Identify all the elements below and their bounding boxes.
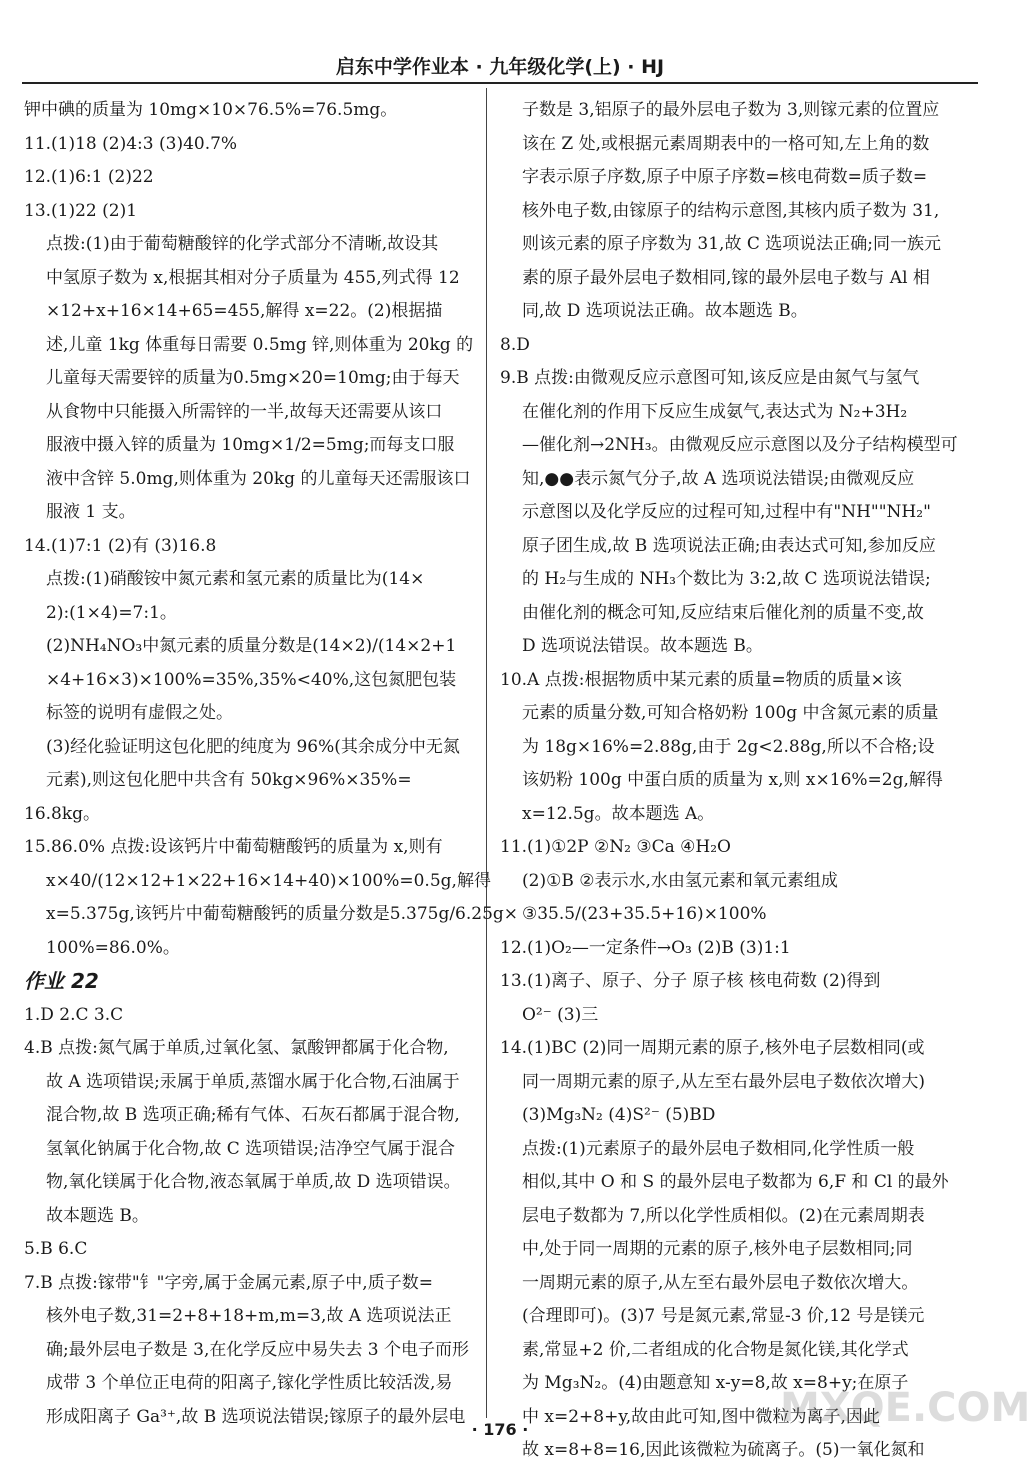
text-line: (3)Mg₃N₂ (4)S²⁻ (5)BD [522, 1105, 716, 1125]
text-line: 点拨:(1)硝酸铵中氮元素和氢元素的质量比为(14× [46, 569, 425, 589]
text-line: 该奶粉 100g 中蛋白质的质量为 x,则 x×16%=2g,解得 [522, 770, 943, 790]
text-line: 故 x=8+8=16,因此该微粒为硫离子。(5)一氧化氮和 [522, 1440, 925, 1460]
text-line: 为 Mg₃N₂。(4)由题意知 x-y=8,故 x=8+y;在原子 [522, 1373, 909, 1393]
text-line: 在催化剂的作用下反应生成氨气,表达式为 N₂+3H₂ [522, 401, 908, 422]
text-line: 素,常显+2 价,二者组成的化合物是氮化镁,其化学式 [522, 1339, 909, 1360]
text-line: 中,处于同一周期的元素的原子,核外电子层数相同;同 [522, 1239, 913, 1259]
text-line: 14.(1)BC (2)同一周期元素的原子,核外电子层数相同(或 [500, 1038, 925, 1058]
text-line: 元素),则这包化肥中共含有 50kg×96%×35%= [46, 770, 412, 790]
text-line: 从食物中只能摄入所需锌的一半,故每天还需要从该口 [46, 401, 443, 422]
text-line: 10.A 点拨:根据物质中某元素的质量=物质的质量×该 [500, 669, 902, 690]
text-line: 12.(1)6:1 (2)22 [24, 167, 154, 187]
text-line: (合理即可)。(3)7 号是氮元素,常显-3 价,12 号是镁元 [522, 1306, 925, 1326]
text-line: 一周期元素的原子,从左至右最外层电子数依次增大。 [522, 1272, 919, 1293]
text-line: D 选项说法错误。故本题选 B。 [522, 636, 763, 656]
watermark-logo: MXQE.COM [780, 1385, 1030, 1431]
text-line: 示意图以及化学反应的过程可知,过程中有"NH""NH₂" [522, 502, 931, 522]
text-line: 确;最外层电子数是 3,在化学反应中易失去 3 个电子而形 [46, 1339, 469, 1360]
text-line: 1.D 2.C 3.C [24, 1004, 124, 1025]
text-line: 13.(1)离子、原子、分子 原子核 核电荷数 (2)得到 [500, 971, 881, 991]
text-line: 点拨:(1)由于葡萄糖酸锌的化学式部分不清晰,故设其 [46, 234, 439, 254]
text-line: 点拨:(1)元素原子的最外层电子数相同,化学性质一般 [522, 1138, 915, 1159]
text-line: 故 A 选项错误;汞属于单质,蒸馏水属于化合物,石油属于 [46, 1071, 460, 1092]
text-line: 13.(1)22 (2)1 [24, 200, 138, 221]
text-line: 故本题选 B。 [46, 1205, 149, 1226]
text-line: 12.(1)O₂—一定条件→O₃ (2)B (3)1:1 [500, 937, 791, 958]
text-line: 100%=86.0%。 [46, 937, 180, 958]
text-line: 则该元素的原子序数为 31,故 C 选项说法正确;同一族元 [522, 234, 941, 254]
text-line: 的 H₂与生成的 NH₃个数比为 3:2,故 C 选项说法错误; [522, 569, 931, 589]
page-number: · 176 · [471, 1420, 529, 1439]
text-line: 氢氧化钠属于化合物,故 C 选项错误;洁净空气属于混合 [46, 1138, 455, 1159]
text-line: 混合物,故 B 选项正确;稀有气体、石灰石都属于混合物, [46, 1105, 460, 1125]
text-line: (2)NH₄NO₃中氮元素的质量分数是(14×2)/(14×2+1 [46, 636, 457, 656]
text-line: 儿童每天需要锌的质量为0.5mg×20=10mg;由于每天 [46, 368, 460, 388]
text-line: 知,●●表示氮气分子,故 A 选项说法错误;由微观反应 [522, 468, 915, 489]
text-line: 述,儿童 1kg 体重每日需要 0.5mg 锌,则体重为 20kg 的 [46, 334, 474, 355]
text-line: 标签的说明有虚假之处。 [46, 703, 233, 723]
right-column [500, 94, 976, 1468]
text-line: (2)①B ②表示水,水由氢元素和氧元素组成 [522, 870, 838, 891]
text-line: O²⁻ (3)三 [522, 1004, 599, 1025]
text-line: 2):(1×4)=7:1。 [46, 602, 177, 623]
header-rule [22, 82, 978, 84]
text-line: 15.86.0% 点拨:设该钙片中葡萄糖酸钙的质量为 x,则有 [24, 837, 443, 857]
text-line: 5.B 6.C [24, 1239, 88, 1259]
text-line: x=12.5g。故本题选 A。 [522, 803, 715, 824]
text-line: 中氢原子数为 x,根据其相对分子质量为 455,列式得 12 [46, 267, 460, 288]
text-line: 4.B 点拨:氮气属于单质,过氧化氢、氯酸钾都属于化合物, [24, 1038, 449, 1058]
page-header: 启东中学作业本 · 九年级化学(上) · HJ [335, 56, 665, 78]
text-line: (3)经化验证明这包化肥的纯度为 96%(其余成分中无氮 [46, 736, 460, 757]
text-line: 作业 22 [24, 969, 99, 993]
text-line: 核外电子数,由镓原子的结构示意图,其核内质子数为 31, [522, 200, 940, 221]
text-line: 同一周期元素的原子,从左至右最外层电子数依次增大) [522, 1071, 926, 1092]
text-line: 为 18g×16%=2.88g,由于 2g<2.88g,所以不合格;设 [522, 736, 935, 757]
text-line: 同,故 D 选项说法正确。故本题选 B。 [522, 301, 808, 321]
text-line: 相似,其中 O 和 S 的最外层电子数都为 6,F 和 Cl 的最外 [522, 1172, 949, 1192]
text-line: ×4+16×3)×100%=35%,35%<40%,这包氮肥包装 [46, 669, 457, 690]
text-line: ③35.5/(23+35.5+16)×100% [522, 904, 767, 924]
text-line: 成带 3 个单位正电荷的阳离子,镓化学性质比较活泼,易 [46, 1373, 453, 1393]
text-line: 形成阳离子 Ga³⁺,故 B 选项说法错误;镓原子的最外层电 [46, 1406, 466, 1427]
text-line: 服液中摄入锌的质量为 10mg×1/2=5mg;而每支口服 [46, 435, 455, 455]
text-line: 素的原子最外层电子数相同,镓的最外层电子数与 Al 相 [522, 267, 930, 288]
text-line: 物,氧化镁属于化合物,液态氧属于单质,故 D 选项错误。 [46, 1172, 461, 1192]
column-divider [486, 88, 487, 1418]
text-line: 子数是 3,铝原子的最外层电子数为 3,则镓元素的位置应 [522, 100, 940, 120]
text-line: x×40/(12×12+1×22+16×14+40)×100%=0.5g,解得 [46, 870, 491, 891]
text-line: 元素的质量分数,可知合格奶粉 100g 中含氮元素的质量 [522, 703, 939, 723]
text-line: 字表示原子序数,原子中原子序数=核电荷数=质子数= [522, 167, 928, 187]
text-line: 原子团生成,故 B 选项说法正确;由表达式可知,参加反应 [522, 535, 936, 556]
text-line: 层电子数都为 7,所以化学性质相似。(2)在元素周期表 [522, 1205, 925, 1226]
text-line: 11.(1)①2P ②N₂ ③Ca ④H₂O [500, 837, 731, 857]
text-line: 核外电子数,31=2+8+18+m,m=3,故 A 选项说法正 [46, 1306, 452, 1326]
text-line: 该在 Z 处,或根据元素周期表中的一格可知,左上角的数 [522, 133, 930, 154]
text-line: 液中含锌 5.0mg,则体重为 20kg 的儿童每天还需服该口 [46, 468, 471, 489]
text-line: 钾中碘的质量为 10mg×10×76.5%=76.5mg。 [24, 100, 398, 120]
text-line: 8.D [500, 334, 530, 355]
text-line: x=5.375g,该钙片中葡萄糖酸钙的质量分数是5.375g/6.25g× [46, 904, 519, 924]
text-line: 9.B 点拨:由微观反应示意图可知,该反应是由氮气与氢气 [500, 368, 920, 388]
text-line: 7.B 点拨:镓带"钅"字旁,属于金属元素,原子中,质子数= [24, 1272, 433, 1293]
text-line: —催化剂→2NH₃。由微观反应示意图以及分子结构模型可 [522, 435, 958, 455]
text-line: ×12+x+16×14+65=455,解得 x=22。(2)根据描 [46, 301, 443, 321]
text-line: 14.(1)7:1 (2)有 (3)16.8 [24, 535, 217, 556]
text-line: 16.8kg。 [24, 803, 101, 824]
text-line: 由催化剂的概念可知,反应结束后催化剂的质量不变,故 [522, 602, 924, 623]
text-line: 中 x=2+8+y,故由此可知,图中微粒为离子,因此 [522, 1406, 880, 1427]
text-line: 11.(1)18 (2)4:3 (3)40.7% [24, 133, 238, 154]
text-line: 服液 1 支。 [46, 502, 136, 522]
